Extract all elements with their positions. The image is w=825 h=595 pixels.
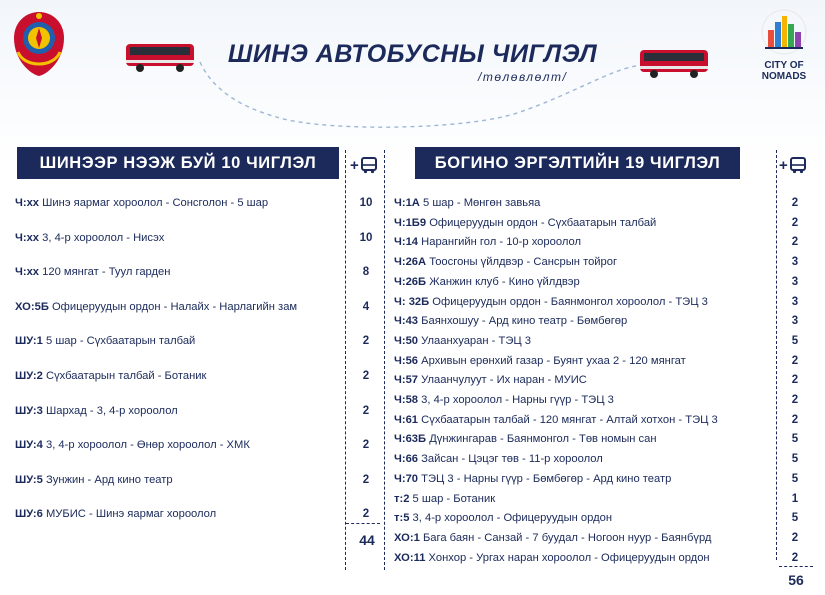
- added-bus-count: 3: [791, 315, 799, 328]
- route-code: ШУ:1: [15, 335, 43, 348]
- route-row: [394, 512, 612, 524]
- route-code: Ч:50: [394, 334, 419, 347]
- route-row: [15, 474, 173, 486]
- added-bus-count: 2: [362, 370, 370, 382]
- route-row: [394, 473, 671, 485]
- route-description: 5 шар - Ботаник: [412, 492, 496, 505]
- route-description: Баянхошуу - Ард кино театр - Бөмбөгөр: [421, 315, 628, 328]
- page-subtitle: /төлөвлөлт/: [478, 70, 568, 84]
- added-bus-count: 2: [362, 508, 370, 521]
- route-description: 5 шар - Сүхбаатарын талбай: [45, 335, 196, 348]
- route-description: Тоосгоны үйлдвэр - Сансрын тойрог: [429, 256, 618, 269]
- added-bus-count: 5: [791, 334, 799, 347]
- bus-icon: [360, 156, 378, 174]
- column-divider: [345, 150, 346, 570]
- state-emblem-icon: [8, 8, 70, 80]
- route-code: ХО:11: [394, 551, 426, 564]
- route-description: ТЭЦ 3 - Нарны гүүр - Бөмбөгөр - Ард кино театр: [421, 472, 672, 485]
- route-description: 5 шар - Мөнгөн завьяа: [423, 197, 541, 209]
- route-row: [394, 433, 657, 445]
- red-bus-icon: [638, 46, 712, 80]
- added-bus-count: 2: [362, 473, 370, 486]
- route-description: МУБИС - Шинэ яармаг хороолол: [45, 508, 217, 521]
- route-row: [394, 296, 708, 308]
- added-bus-count: 2: [362, 439, 370, 452]
- added-bus-count: 1: [791, 492, 799, 505]
- route-description: 3, 4-р хороолол - Нарны гүүр - ТЭЦ 3: [421, 394, 614, 406]
- route-row: [394, 355, 686, 367]
- added-bus-count: 2: [791, 394, 799, 406]
- route-row: [15, 266, 170, 278]
- total-separator: [779, 566, 813, 567]
- route-row: [394, 197, 540, 209]
- route-row: [394, 552, 710, 564]
- added-bus-count: 5: [791, 433, 799, 446]
- route-code: ШУ:5: [15, 473, 43, 486]
- added-buses-column-header: [779, 156, 807, 174]
- city-skyline-icon: [759, 8, 809, 56]
- route-description: Зайсан - Цэцэг төв - 11-р хороолол: [421, 453, 603, 466]
- route-description: Хонхор - Ургах наран хороолол - Офицеруудын ордон: [428, 551, 710, 564]
- route-description: Офицеруудын ордон - Баянмонгол хороолол - ТЭЦ 3: [432, 295, 708, 308]
- route-description: Жанжин клуб - Кино үйлдвэр: [429, 275, 580, 288]
- route-row: [15, 232, 164, 244]
- new-routes-heading: ШИНЭЭР НЭЭЖ БУЙ 10 ЧИГЛЭЛ: [17, 147, 339, 179]
- route-row: [15, 370, 206, 382]
- added-bus-count: 5: [791, 472, 799, 485]
- added-bus-count: 2: [791, 374, 799, 387]
- route-row: [15, 301, 297, 313]
- route-code: Ч:57: [394, 374, 419, 387]
- route-code: т:5: [394, 512, 410, 525]
- route-row: [15, 405, 178, 417]
- route-row: [394, 276, 580, 288]
- route-code: Ч:1А: [394, 197, 420, 209]
- route-description: Архивын ерөнхий газар - Буянт ухаа 2 - 120 мянгат: [421, 354, 686, 367]
- added-buses-column-header: [350, 156, 378, 174]
- route-code: Ч:56: [394, 354, 419, 367]
- route-code: Ч:43: [394, 315, 419, 328]
- route-code: т:2: [394, 492, 410, 505]
- route-code: Ч: 32Б: [394, 295, 430, 308]
- added-bus-count: 3: [791, 256, 799, 269]
- added-bus-count: 2: [791, 551, 799, 564]
- route-code: ШУ:2: [15, 370, 43, 382]
- route-row: [394, 394, 614, 406]
- added-bus-count: 2: [791, 354, 799, 367]
- route-description: Сүхбаатарын талбай - Ботаник: [45, 370, 207, 382]
- route-description: 3, 4-р хороолол - Офицеруудын ордон: [412, 512, 613, 525]
- added-bus-count: 2: [791, 197, 799, 209]
- route-code: ШУ:3: [15, 404, 43, 417]
- added-bus-count: 8: [362, 266, 370, 279]
- added-bus-count: 2: [791, 216, 799, 229]
- added-bus-count: 4: [362, 300, 370, 313]
- route-row: [15, 508, 216, 520]
- added-bus-count: 5: [791, 453, 799, 466]
- brand-text: CITY OF NOMADS: [761, 60, 807, 82]
- added-bus-count: 5: [791, 512, 799, 525]
- route-row: [394, 453, 603, 465]
- route-row: [394, 493, 495, 505]
- short-routes-heading: БОГИНО ЭРГЭЛТИЙН 19 ЧИГЛЭЛ: [415, 147, 740, 179]
- added-bus-count: 2: [791, 236, 799, 249]
- route-description: Улаанчулуут - Их наран - МУИС: [421, 374, 587, 387]
- route-code: Ч:1Б9: [394, 216, 427, 229]
- route-description: Шинэ яармаг хороолол - Сонсголон - 5 шар: [42, 197, 269, 209]
- route-row: [394, 236, 581, 248]
- added-bus-count: 10: [359, 231, 373, 244]
- route-row: [394, 532, 711, 544]
- added-bus-count: 2: [362, 404, 370, 417]
- route-row: [394, 217, 656, 229]
- route-row: [394, 335, 531, 347]
- route-code: Ч:61: [394, 413, 419, 426]
- added-bus-count: 3: [791, 275, 799, 288]
- route-description: Офицеруудын ордон - Сүхбаатарын талбай: [429, 216, 657, 229]
- route-description: Бага баян - Санзай - 7 буудал - Ногоон нуур - Баянбүрд: [422, 531, 712, 544]
- route-code: Ч:26А: [394, 256, 427, 269]
- route-code: ШУ:4: [15, 439, 43, 452]
- bus-icon: [789, 156, 807, 174]
- short-routes-total: 56: [788, 572, 804, 588]
- route-description: Офицеруудын ордон - Налайх - Нарлагийн зам: [51, 300, 298, 313]
- route-row: [394, 374, 587, 386]
- route-description: Шархад - 3, 4-р хороолол: [45, 404, 178, 417]
- city-of-nomads-logo: [752, 8, 816, 100]
- column-divider: [776, 150, 777, 560]
- added-bus-count: 2: [362, 335, 370, 348]
- route-code: Ч:70: [394, 472, 419, 485]
- route-code: Ч:14: [394, 236, 419, 249]
- plus-sign: +: [350, 156, 359, 174]
- route-code: Ч:58: [394, 394, 419, 406]
- new-routes-total: 44: [359, 532, 375, 548]
- added-bus-count: 2: [791, 531, 799, 544]
- route-description: Дүнжингарав - Баянмонгол - Төв номын сан: [429, 433, 657, 446]
- route-code: Ч:хх: [15, 231, 40, 244]
- route-code: Ч:63Б: [394, 433, 427, 446]
- added-bus-count: 10: [359, 197, 373, 209]
- route-description: Нарангийн гол - 10-р хороолол: [421, 236, 581, 249]
- route-row: [394, 256, 617, 268]
- route-row: [394, 315, 627, 327]
- route-description: Зунжин - Ард кино театр: [45, 473, 173, 486]
- total-separator: [346, 523, 380, 524]
- route-row: [15, 439, 250, 451]
- route-code: ШУ:6: [15, 508, 43, 521]
- route-description: Улаанхуаран - ТЭЦ 3: [421, 334, 531, 347]
- plus-sign: +: [779, 156, 788, 174]
- route-description: 3, 4-р хороолол - Нисэх: [42, 231, 165, 244]
- route-description: 120 мянгат - Туул гарден: [42, 266, 171, 279]
- route-code: ХО:5Б: [15, 300, 49, 313]
- route-code: Ч:хх: [15, 266, 40, 279]
- route-row: [15, 335, 195, 347]
- route-row: [15, 197, 268, 209]
- route-description: 3, 4-р хороолол - Өнөр хороолол - ХМК: [45, 439, 250, 452]
- page-title: ШИНЭ АВТОБУСНЫ ЧИГЛЭЛ: [227, 40, 598, 68]
- added-bus-count: 3: [791, 295, 799, 308]
- route-code: Ч:26Б: [394, 275, 427, 288]
- route-description: Сүхбаатарын талбай - 120 мянгат - Алтай хотхон - ТЭЦ 3: [421, 413, 718, 426]
- route-code: Ч:хх: [15, 197, 40, 209]
- route-row: [394, 414, 718, 426]
- red-bus-icon: [124, 40, 198, 74]
- route-code: ХО:1: [394, 531, 420, 544]
- added-bus-count: 2: [791, 413, 799, 426]
- route-code: Ч:66: [394, 453, 419, 466]
- column-divider: [384, 150, 385, 570]
